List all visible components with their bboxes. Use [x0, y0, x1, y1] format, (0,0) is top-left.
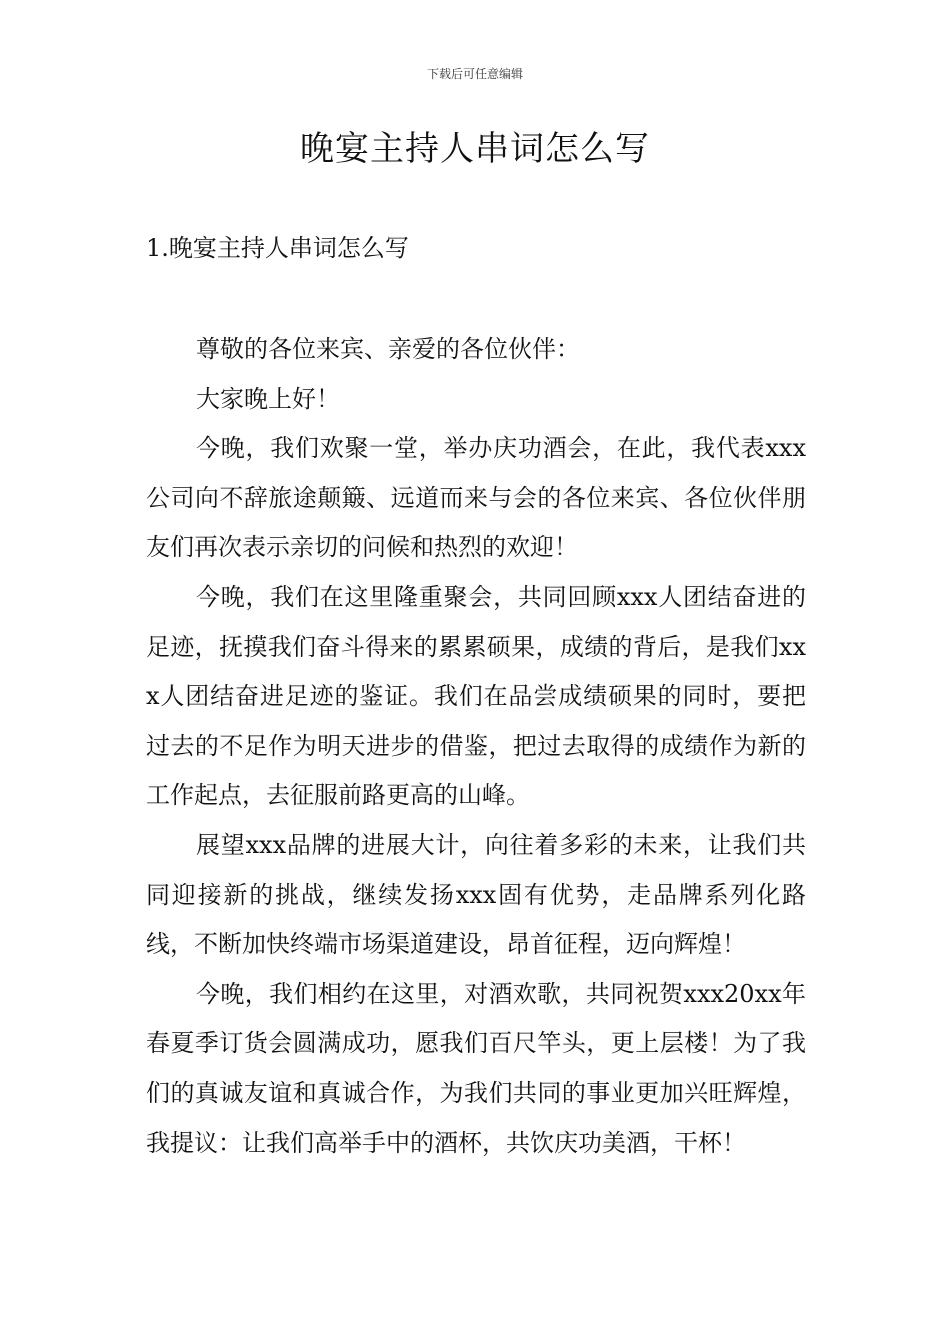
paragraph-outlook: 展望xxx品牌的进展大计，向往着多彩的未来，让我们共同迎接新的挑战，继续发扬xxx固有优势，走品牌系列化路线，不断加快终端市场渠道建设，昂首征程，迈向辉煌！ — [146, 830, 806, 959]
paragraph-toast: 今晚，我们相约在这里，对酒欢歌，共同祝贺xxx20xx年春夏季订货会圆满成功，愿我们百尺竿头，更上层楼！为了我们的真诚友谊和真诚合作，为我们共同的事业更加兴旺辉煌，我提议：让我们高举手中的酒杯，共饮庆功美酒，干杯！ — [146, 979, 806, 1157]
paragraph-greeting: 大家晚上好！ — [196, 384, 340, 413]
header-note: 下载后可任意编辑 — [426, 67, 523, 81]
section-heading: 1.晚宴主持人串词怎么写 — [146, 234, 409, 262]
paragraph-welcome: 今晚，我们欢聚一堂，举办庆功酒会，在此，我代表xxx公司向不辞旅途颠簸、远道而来与会的各位来宾、各位伙伴朋友们再次表示亲切的问候和热烈的欢迎！ — [146, 434, 806, 562]
document-title: 晚宴主持人串词怎么写 — [300, 129, 650, 169]
document-body — [146, 325, 806, 1168]
paragraph-review: 今晚，我们在这里隆重聚会，共同回顾xxx人团结奋进的足迹，抚摸我们奋斗得来的累累硕果，成绩的背后，是我们xxx人团结奋进足迹的鉴证。我们在品尝成绩硕果的同时，要把过去的不足作为明天进步的借鉴，把过去取得的成绩作为新的工作起点，去征服前路更高的山峰。 — [146, 582, 806, 810]
paragraph-salutation: 尊敬的各位来宾、亲爱的各位伙伴： — [196, 335, 580, 363]
